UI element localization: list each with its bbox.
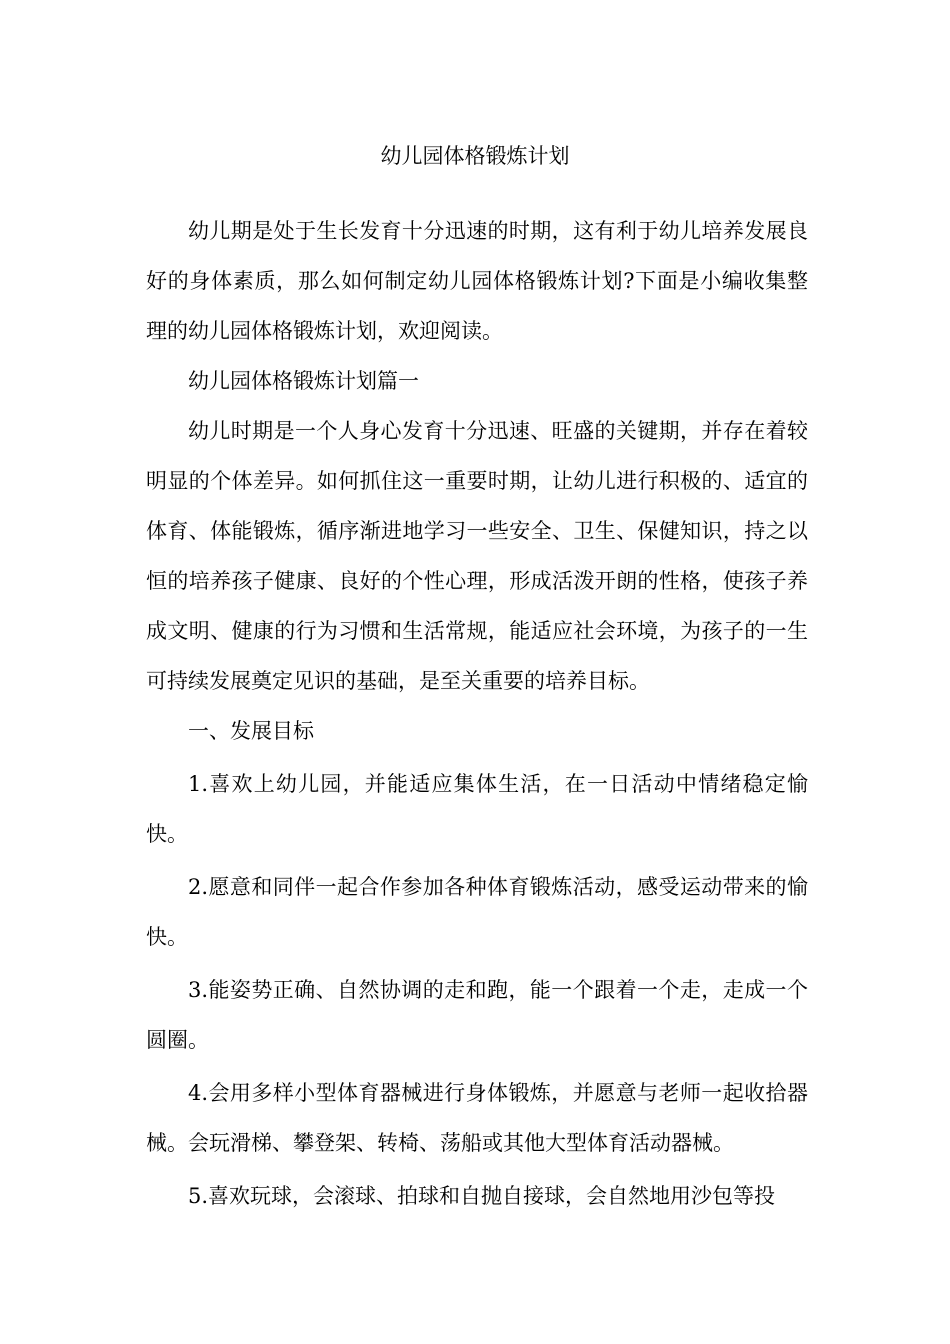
goal-item-4: 4.会用多样小型体育器械进行身体锻炼，并愿意与老师一起收拾器械。会玩滑梯、攀登架、转椅、荡船或其他大型体育活动器械。 xyxy=(146,1081,808,1155)
background-paragraph: 幼儿时期是一个人身心发育十分迅速、旺盛的关键期，并存在着较明显的个体差异。如何抓住这一重要时期，让幼儿进行积极的、适宜的体育、体能锻炼，循序渐进地学习一些安全、卫生、保健知识，持之以恒的培养孩子健康、良好的个性心理，形成活泼开朗的性格，使孩子养成文明、健康的行为习惯和生活常规，能适应社会环境，为孩子的一生可持续发展奠定见识的基础，是至关重要的培养目标。 xyxy=(146,419,808,693)
section-heading-part-one: 幼儿园体格锻炼计划篇一 xyxy=(188,369,419,393)
document-body xyxy=(146,206,808,1221)
goal-item-3: 3.能姿势正确、自然协调的走和跑，能一个跟着一个走，走成一个圆圈。 xyxy=(146,978,808,1052)
goal-item-2: 2.愿意和同伴一起合作参加各种体育锻炼活动，感受运动带来的愉快。 xyxy=(146,875,808,949)
goal-item-1: 1.喜欢上幼儿园，并能适应集体生活，在一日活动中情绪稳定愉快。 xyxy=(146,772,808,846)
document-title: 幼儿园体格锻炼计划 xyxy=(380,144,570,168)
goals-heading: 一、发展目标 xyxy=(188,719,314,743)
intro-paragraph: 幼儿期是处于生长发育十分迅速的时期，这有利于幼儿培养发展良好的身体素质，那么如何制定幼儿园体格锻炼计划?下面是小编收集整理的幼儿园体格锻炼计划，欢迎阅读。 xyxy=(146,219,808,343)
goal-item-5: 5.喜欢玩球，会滚球、拍球和自抛自接球，会自然地用沙包等投 xyxy=(188,1184,776,1208)
